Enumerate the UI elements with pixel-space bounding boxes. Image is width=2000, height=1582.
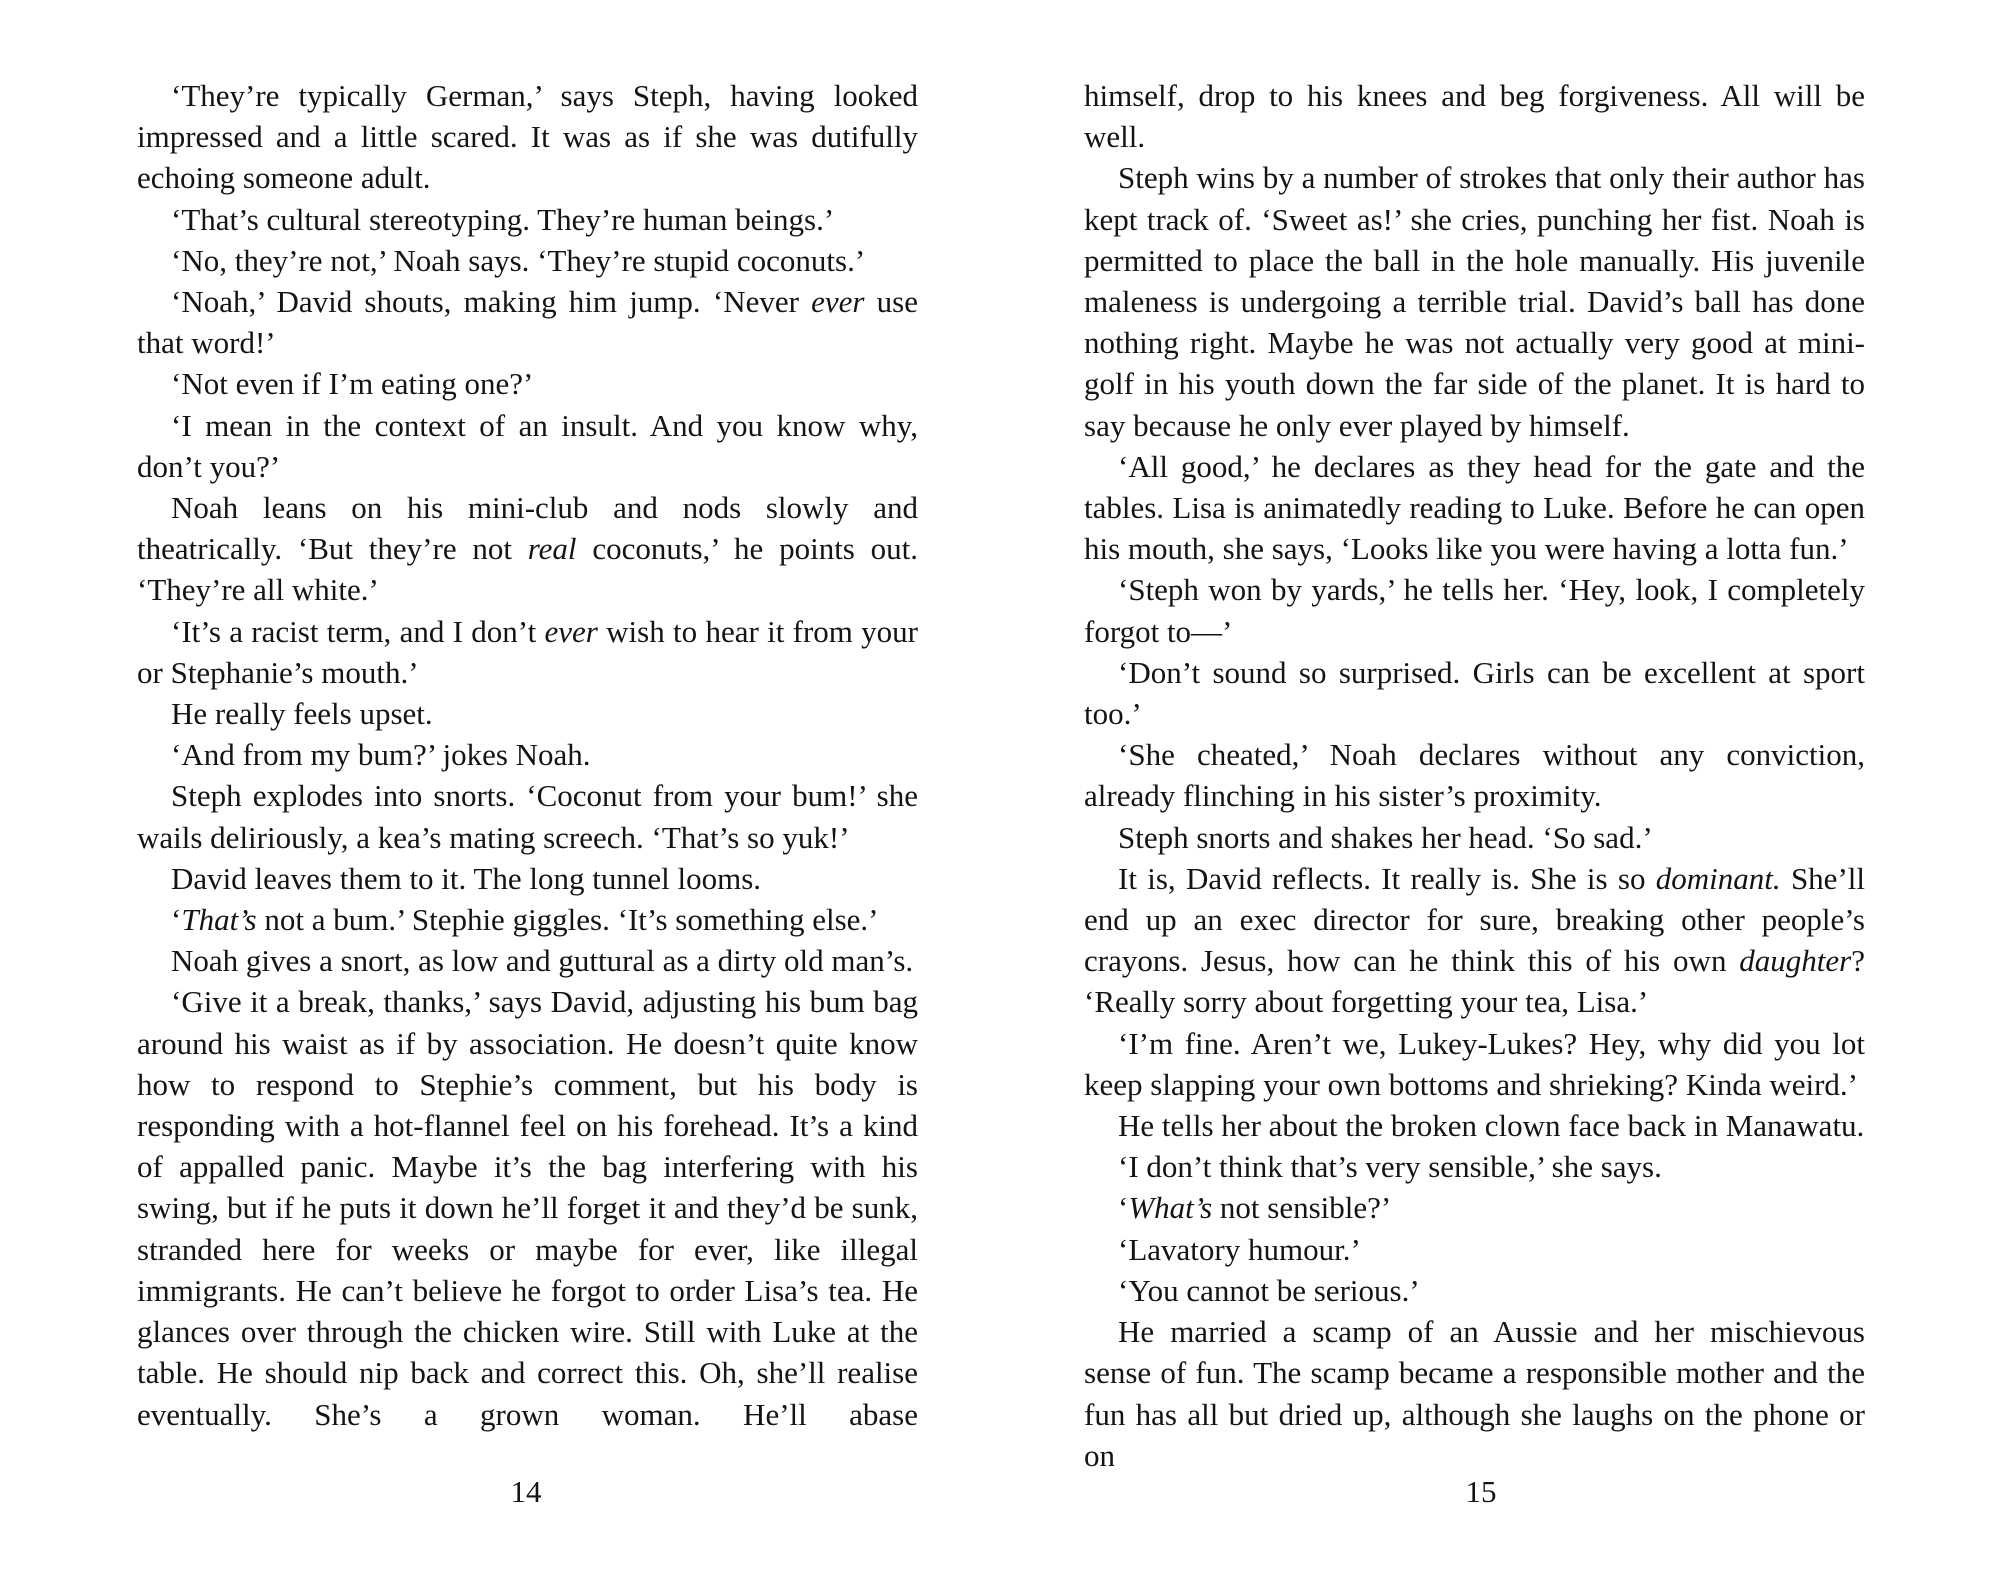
paragraph: ‘Give it a break, thanks,’ says David, adjusting his bum bag around his waist as if by association. He doesn’t quite know how to respond to Stephie’s comment, but his body is responding with a hot-flannel feel on his forehead. It’s a kind of appalled panic. Maybe it’s the bag interfering with his swing, but if he puts it down he’ll forget it and they’d be sunk, stranded here for weeks or maybe for ever, like illegal immigrants. He can’t believe he forgot to order Lisa’s tea. He glances over through the chicken wire. Still with Luke at the table. He should nip back and correct this. Oh, she’ll realise eventually. She’s a grown woman. He’ll abase	[137, 984, 918, 1432]
paragraph-text: use that word!’	[137, 284, 918, 361]
page-number: 15	[1465, 1474, 1497, 1509]
paragraph: ‘And from my bum?’ jokes Noah.	[171, 737, 591, 773]
paragraph	[1084, 1187, 1865, 1228]
italic-emphasis: ever	[811, 284, 865, 320]
page-number: 14	[510, 1474, 542, 1509]
paragraph-text: ‘Noah,’ David shouts, making him jump. ‘Never	[171, 284, 812, 320]
right-page	[1000, 0, 2000, 1582]
paragraph-text: It is, David reflects. It really is. She is so	[1118, 860, 1656, 896]
paragraph: ‘No, they’re not,’ Noah says. ‘They’re stupid coconuts.’	[171, 242, 866, 278]
paragraph: Steph explodes into snorts. ‘Coconut from your bum!’ she wails deliriously, a kea’s mating screech. ‘That’s so yuk!’	[137, 778, 918, 855]
paragraph-text: She’ll end up an exec director for sure, breaking other people’s crayons. Jesus, how can he think this of his own	[1084, 860, 1865, 979]
paragraph: ‘Not even if I’m eating one?’	[171, 366, 534, 402]
paragraph	[137, 611, 918, 693]
paragraph-text: ‘	[171, 902, 182, 938]
paragraph: Steph wins by a number of strokes that only their author has kept track of. ‘Sweet as!’ she cries, punching her fist. Noah is permitted to place the ball in the hole manually. His juvenile maleness is undergoing a terrible trial. David’s ball has done nothing right. Maybe he was not actually very good at mini-golf in his youth down the far side of the planet. It is hard to say because he only ever played by himself.	[1084, 160, 1865, 443]
paragraph-text: not sensible?’	[1212, 1190, 1392, 1226]
paragraph-text: not a bum.’ Stephie giggles. ‘It’s something else.’	[256, 902, 879, 938]
paragraph: ‘Don’t sound so surprised. Girls can be excellent at sport too.’	[1084, 654, 1865, 732]
italic-emphasis: dominant.	[1655, 860, 1781, 896]
paragraph: David leaves them to it. The long tunnel looms.	[171, 860, 762, 896]
italic-emphasis: daughter	[1739, 943, 1852, 979]
paragraph: ‘She cheated,’ Noah declares without any conviction, already flinching in his sister’s proximity.	[1084, 737, 1865, 814]
paragraph-text: ‘It’s a racist term, and I don’t	[171, 613, 545, 649]
paragraph: Steph snorts and shakes her head. ‘So sad.’	[1118, 819, 1653, 855]
paragraph: He married a scamp of an Aussie and her mischievous sense of fun. The scamp became a responsible mother and the fun has all but dried up, although she laughs on the phone or on	[1084, 1314, 1865, 1473]
paragraph-text: ? ‘Really sorry about forgetting your tea, Lisa.’	[1084, 943, 1865, 1020]
paragraph	[137, 899, 918, 940]
paragraph: Noah gives a snort, as low and guttural as a dirty old man’s.	[171, 943, 914, 979]
left-page-text	[137, 75, 918, 1435]
paragraph: ‘I mean in the context of an insult. And you know why, don’t you?’	[137, 407, 918, 484]
paragraph: He tells her about the broken clown face back in Manawatu.	[1118, 1108, 1865, 1144]
italic-emphasis: What’s	[1128, 1190, 1213, 1226]
paragraph: ‘I’m fine. Aren’t we, Lukey-Lukes? Hey, why did you lot keep slapping your own bottoms and shrieking? Kinda weird.’	[1084, 1025, 1865, 1102]
paragraph-text: coconuts,’ he points out. ‘They’re all white.’	[137, 531, 918, 608]
paragraph: ‘All good,’ he declares as they head for the gate and the tables. Lisa is animatedly reading to Luke. Before he can open his mouth, she says, ‘Looks like you were having a lotta fun.’	[1084, 448, 1865, 567]
right-page-text	[1084, 75, 1865, 1476]
paragraph	[137, 281, 918, 363]
paragraph-text: wish to hear it from your or Stephanie’s mouth.’	[137, 613, 919, 690]
italic-emphasis: real	[527, 531, 577, 567]
paragraph: ‘You cannot be serious.’	[1118, 1272, 1420, 1308]
paragraph-text: Noah leans on his mini-club and nods slowly and theatrically. ‘But they’re not	[137, 490, 918, 567]
paragraph: ‘Steph won by yards,’ he tells her. ‘Hey, look, I completely forgot to—’	[1084, 572, 1865, 649]
paragraph-text: ‘	[1118, 1190, 1129, 1226]
italic-emphasis: ever	[544, 613, 598, 649]
paragraph: ‘Lavatory humour.’	[1118, 1231, 1361, 1267]
paragraph: ‘I don’t think that’s very sensible,’ she says.	[1118, 1149, 1662, 1185]
paragraph	[137, 487, 918, 611]
italic-emphasis: That’s	[181, 902, 257, 938]
paragraph: ‘They’re typically German,’ says Steph, having looked impressed and a little scared. It was as if she was dutifully echoing someone adult.	[137, 78, 918, 196]
paragraph: himself, drop to his knees and beg forgiveness. All will be well.	[1084, 78, 1865, 155]
paragraph: ‘That’s cultural stereotyping. They’re human beings.’	[171, 201, 835, 237]
paragraph	[1084, 858, 1865, 1023]
paragraph: He really feels upset.	[171, 696, 433, 732]
